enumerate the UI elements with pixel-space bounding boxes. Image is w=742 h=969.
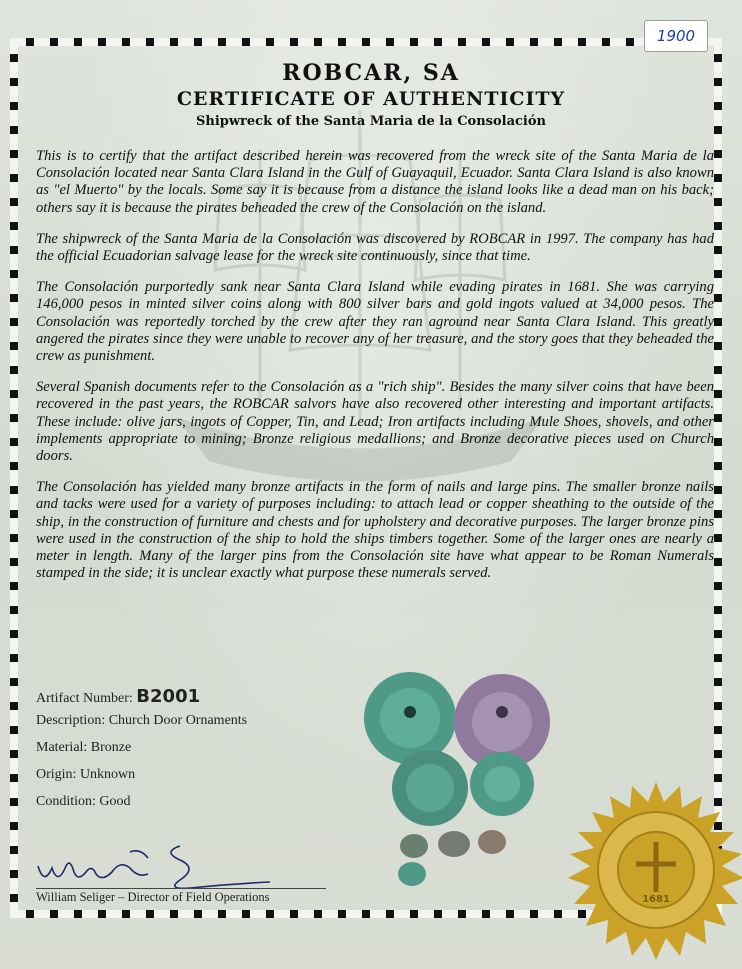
material-row: Material: Bronze [36,740,132,755]
certificate-subtitle: Shipwreck of the Santa Maria de la Consolación [195,114,546,129]
artifact-number-row [36,686,336,713]
description-row: Description: Church Door Ornaments [36,713,248,728]
bronze-button [398,830,506,886]
bronze-rosette [392,750,468,826]
artifact-details [36,686,336,821]
gold-seal [566,780,742,960]
certificate-body [36,148,714,596]
body-paragraph: This is to certify that the artifact described herein was recovered from the wreck site of the Santa Maria de la Consolación located near Santa Clara Island in the Gulf of Guayaquil, Ecuador. Santa Clara Island is also known as "el Muerto" by the locals. Some say it is because from a distance the island looks like a dead man on his back; others say it is because the pirates beheaded the crew of the Consolación on the island. [36,148,714,216]
bronze-rosette [470,752,534,816]
body-paragraph: The Consolación purportedly sank near Santa Clara Island while evading pirates in 1681. She was carrying 146,000 pesos in minted silver coins along with 800 silver bars and gold ingots valued at 34,000 pesos. The Consolación was reportedly torched by the crew after they ran aground near Santa Clara Island. This greatly angered the pirates since they were unable to recover any of her treasure, and the story goes that they beheaded the crew as punishment. [36,279,714,365]
condition-row: Condition: Good [36,794,131,809]
signature-caption: William Seliger – Director of Field Operations [36,888,326,905]
origin-row: Origin: Unknown [36,767,136,782]
body-paragraph: The Consolación has yielded many bronze artifacts in the form of nails and large pins. The smaller bronze nails and tacks were used for a variety of purposes including: to attach lead or copper sheathing to the outside of the ship, in the construction of furniture and chests and for upholstery and decorative purposes. The larger bronze pins were used in the construction of the ship to hold the ships timbers together. Some of the larger ones are nearly a meter in length. Many of the larger pins from the Consolación site have what appear to be Roman Numerals stamped in the side; it is unclear exactly what purpose these numerals served. [36,479,714,582]
seal-year: 1681 [642,894,670,905]
body-paragraph: Several Spanish documents refer to the Consolación as a "rich ship". Besides the many silver coins that have been recovered in the past years, the ROBCAR salvors have also recovered other interesting and important artifacts. These include: olive jars, ingots of Copper, Tin, and Lead; Iron artifacts including Mule Shoes, shovels, and other implements appropriate to mining; Bronze religious medallions; and Bronze decorative pieces used on Church doors. [36,379,714,465]
artifact-photo [352,660,562,910]
body-paragraph: The shipwreck of the Santa Maria de la Consolación was discovered by ROBCAR in 1997. The company has had the official Ecuadorian salvage lease for the wreck site continuously, since that time. [36,230,714,265]
bronze-rosette [364,672,456,764]
artifact-number: B2001 [136,686,201,707]
company-name: ROBCAR, SA [282,60,460,86]
artifact-number-label: Artifact Number: [36,691,137,706]
certificate-title: CERTIFICATE OF AUTHENTICITY [176,88,566,110]
number-tag: 1900 [644,20,708,52]
